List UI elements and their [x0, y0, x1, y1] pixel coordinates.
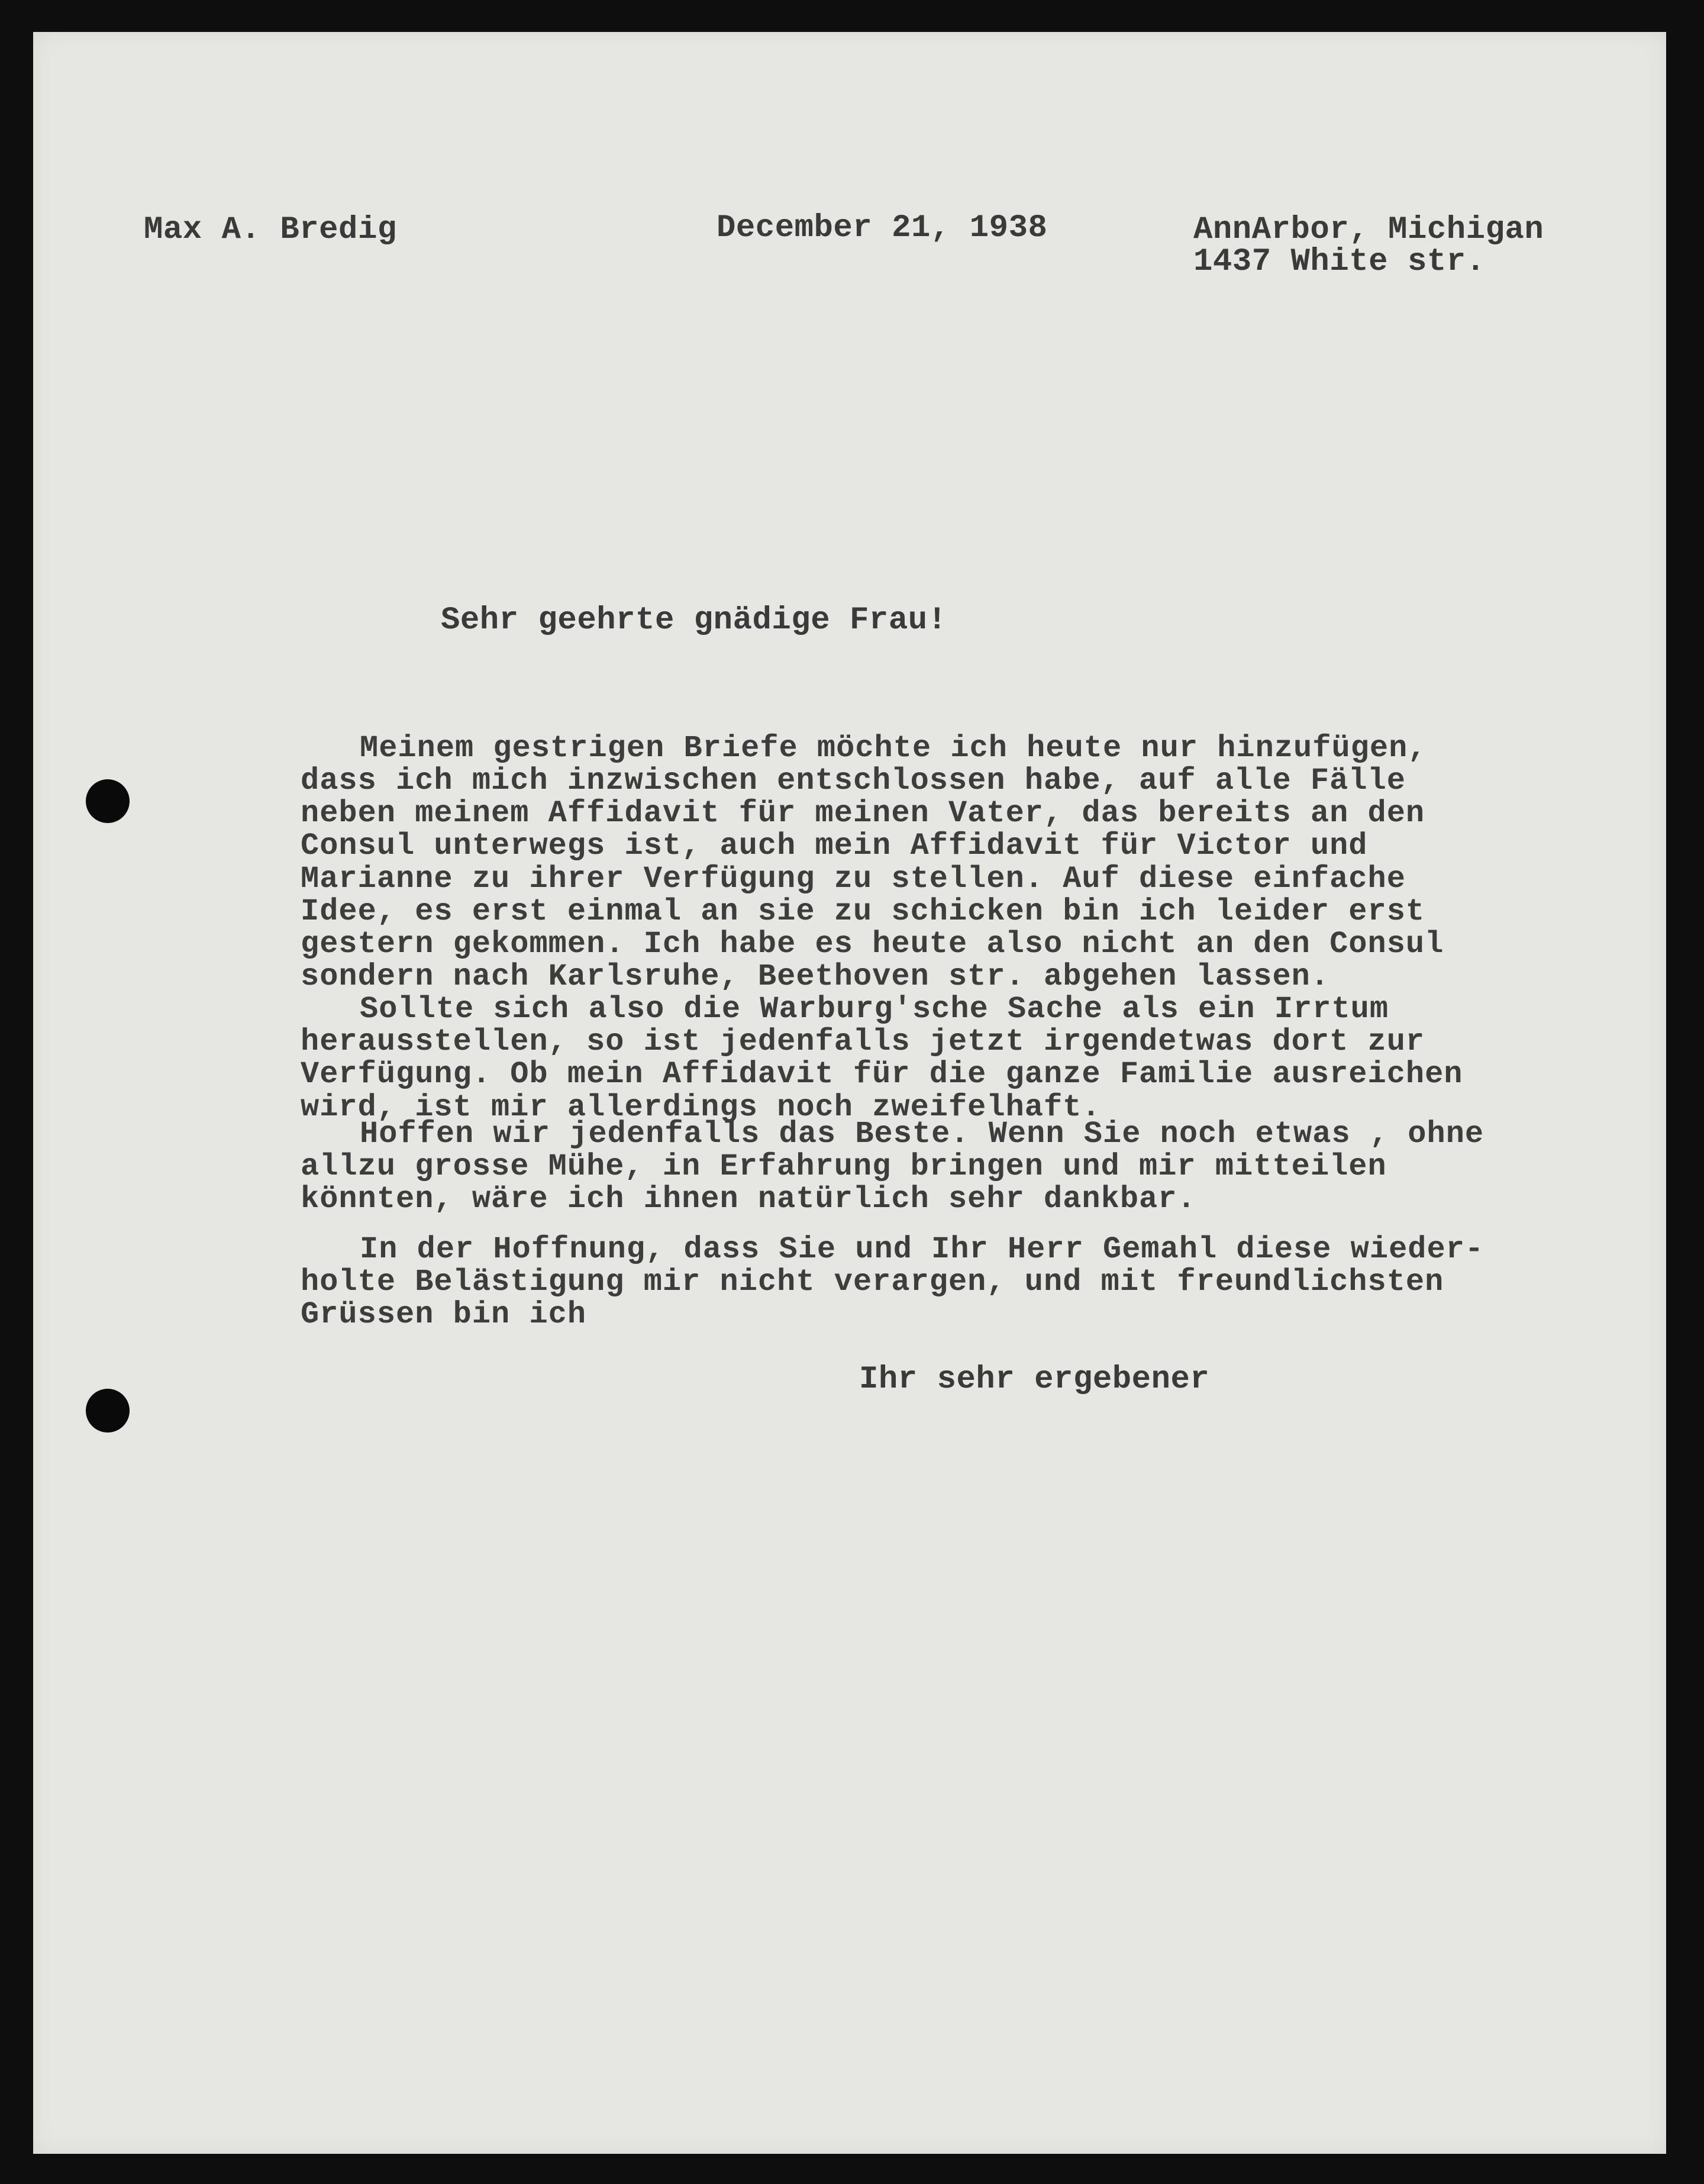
- body-line: sondern nach Karlsruhe, Beethoven str. abgehen lassen.: [301, 959, 1330, 994]
- body-line: neben meinem Affidavit für meinen Vater, das bereits an den: [301, 796, 1425, 831]
- body-line: Marianne zu ihrer Verfügung zu stellen. Auf diese einfache: [301, 862, 1406, 896]
- salutation: Sehr geehrte gnädige Frau!: [441, 602, 947, 638]
- body-line: Meinem gestrigen Briefe möchte ich heute nur hinzufügen,: [360, 731, 1427, 766]
- body-line: Verfügung. Ob mein Affidavit für die ganze Familie ausreichen: [301, 1057, 1463, 1092]
- body-line: Grüssen bin ich: [301, 1297, 587, 1332]
- body-line: wird, ist mir allerdings noch zweifelhaft.: [301, 1090, 1101, 1125]
- punch-hole-top: [86, 779, 130, 823]
- body-line: könnten, wäre ich ihnen natürlich sehr dankbar.: [301, 1182, 1196, 1217]
- body-line: Consul unterwegs ist, auch mein Affidavit für Victor und: [301, 828, 1368, 863]
- sender-name: Max A. Bredig: [144, 212, 397, 248]
- letter-date: December 21, 1938: [717, 210, 1048, 246]
- body-line: gestern gekommen. Ich habe es heute also nicht an den Consul: [301, 927, 1444, 962]
- body-line: Sollte sich also die Warburg'sche Sache als ein Irrtum: [360, 992, 1389, 1027]
- body-line: Hoffen wir jedenfalls das Beste. Wenn Sie noch etwas , ohne: [360, 1117, 1484, 1151]
- body-line: In der Hoffnung, dass Sie und Ihr Herr Gemahl diese wieder-: [360, 1232, 1484, 1267]
- body-line: holte Belästigung mir nicht verargen, und mit freundlichsten: [301, 1264, 1444, 1299]
- closing: Ihr sehr ergebener: [859, 1362, 1210, 1398]
- body-line: herausstellen, so ist jedenfalls jetzt irgendetwas dort zur: [301, 1024, 1425, 1059]
- body-line: dass ich mich inzwischen entschlossen habe, auf alle Fälle: [301, 763, 1406, 798]
- punch-hole-bottom: [86, 1389, 130, 1433]
- address-line-1: AnnArbor, Michigan: [1193, 212, 1544, 248]
- body-line: Idee, es erst einmal an sie zu schicken bin ich leider erst: [301, 894, 1425, 929]
- body-line: allzu grosse Mühe, in Erfahrung bringen und mir mitteilen: [301, 1149, 1387, 1184]
- address-line-2: 1437 White str.: [1193, 244, 1486, 280]
